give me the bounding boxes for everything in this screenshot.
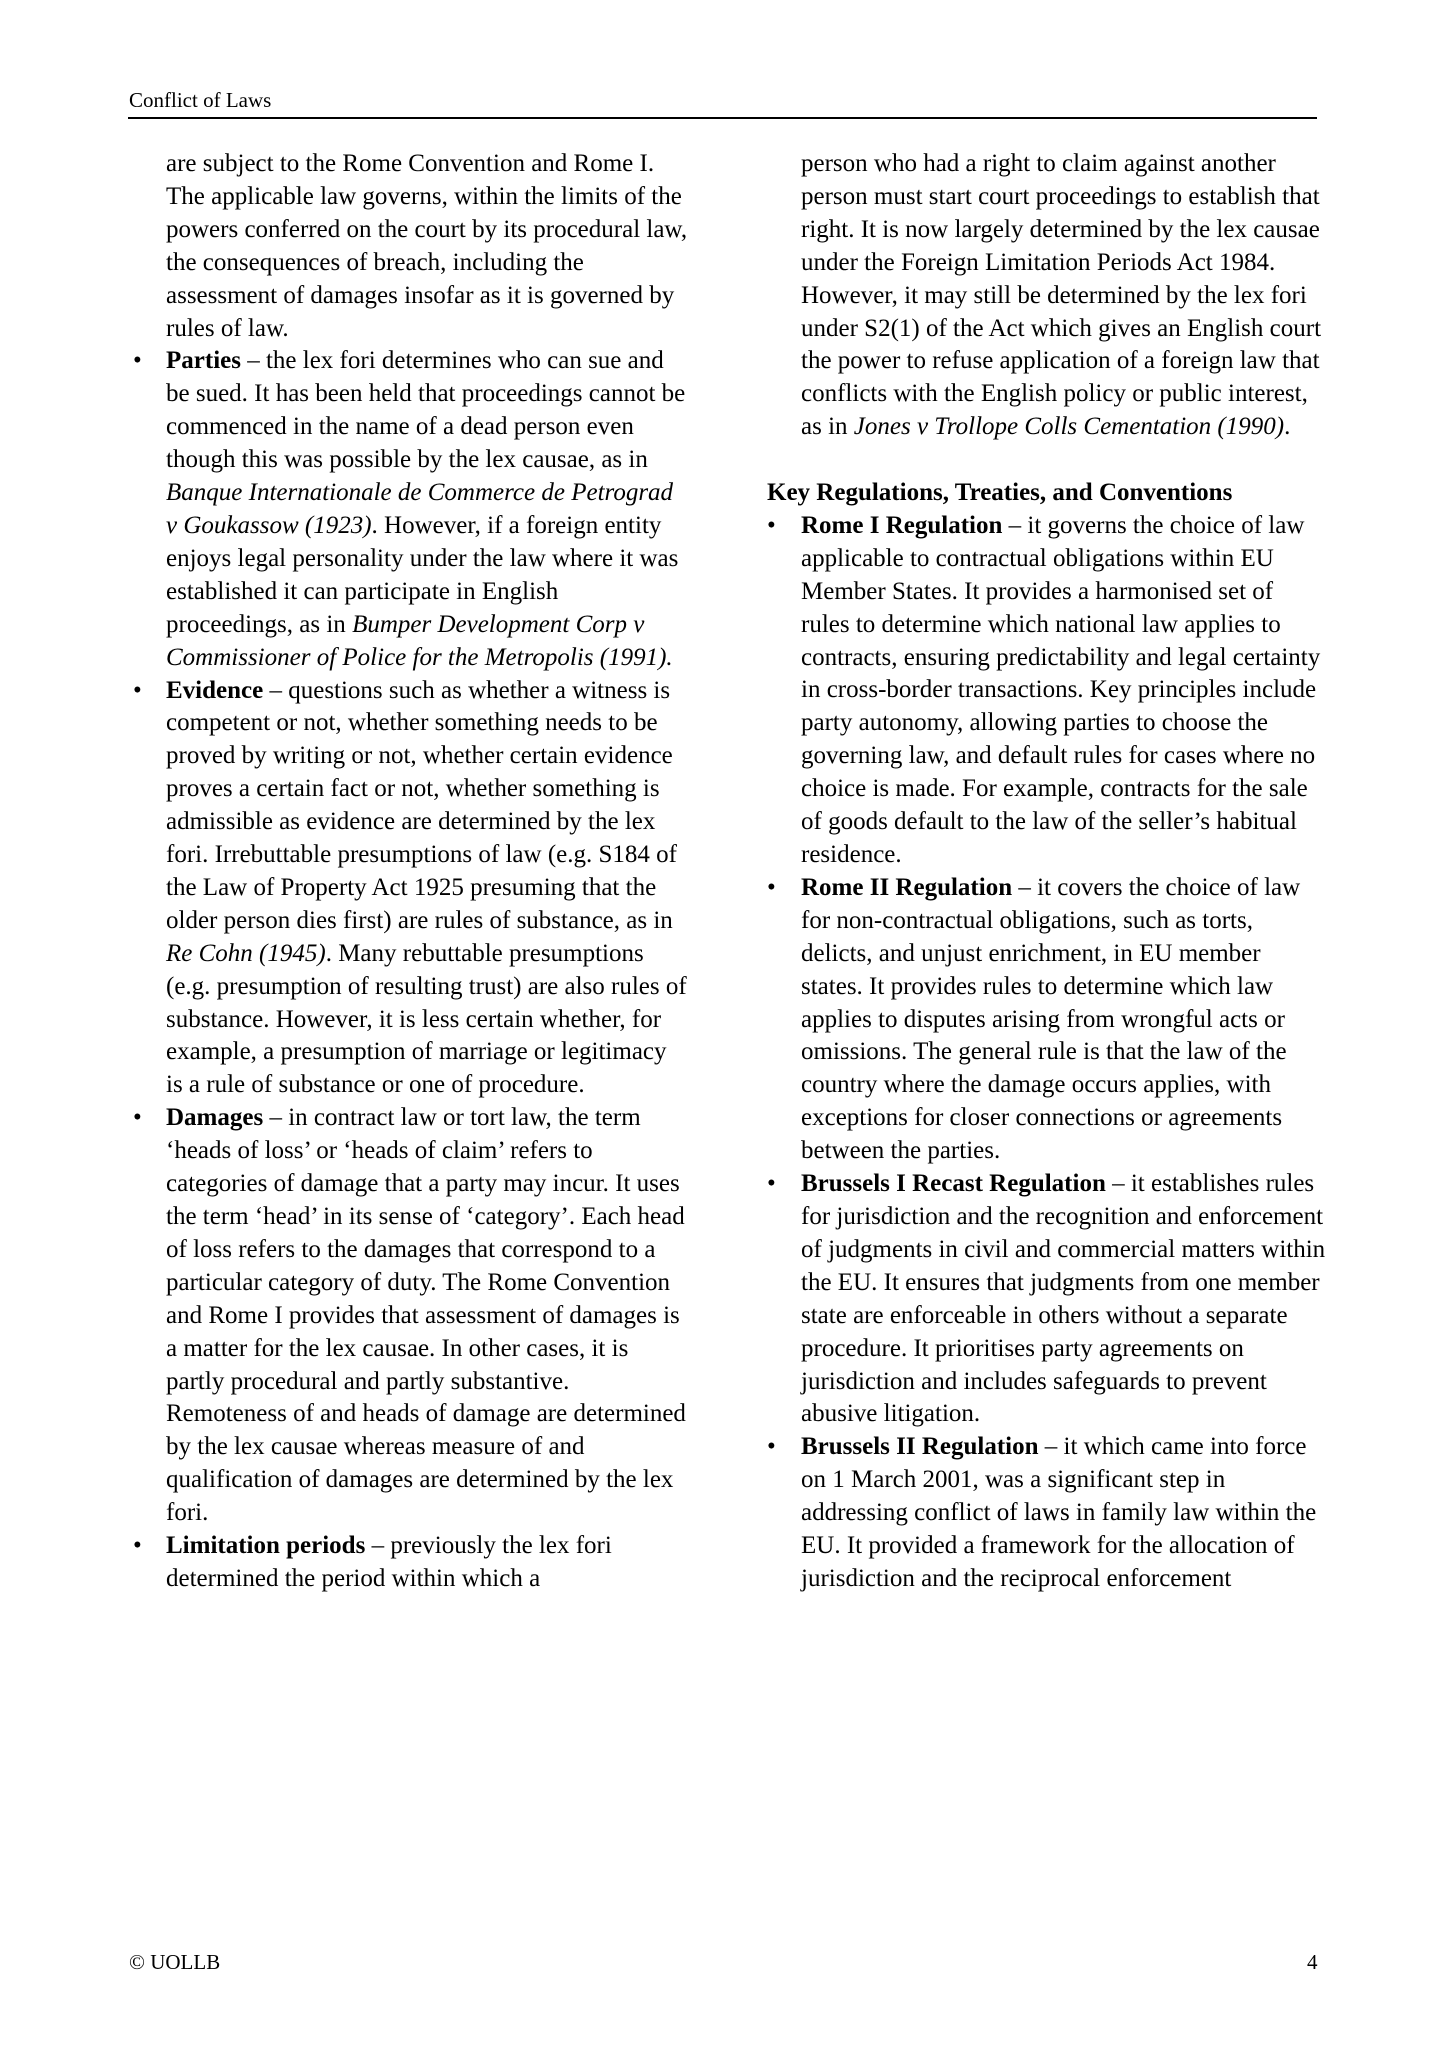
bullet-icon: • (133, 347, 142, 375)
left-column (128, 148, 688, 1596)
right-column (767, 148, 1327, 1596)
copyright-text: © UOLLB (129, 1950, 221, 1974)
term: Rome I Regulation (801, 511, 1003, 539)
term: Rome II Regulation (801, 873, 1013, 901)
term: Damages (166, 1104, 264, 1132)
list-item-brussels-ii: • Brussels II Regulation – it which came into force on 1 March 2001, was a significant step in addressing conflict of laws in family law within the EU. It provided a framework for the allocation of jurisdiction and the reciprocal enforcement (767, 1433, 1317, 1592)
list-item-damages: • Damages – in contract law or tort law, the term ‘heads of loss’ or ‘heads of claim’ refers to categories of damage that a party may incur. It uses the term ‘head’ in its sense of ‘category’. Each head of loss refers to the damages that correspond to a particular category of duty. The Rome Convention and Rome I provides that assessment of damages is a matter for the lex causae. In other cases, it is partly procedural and partly substantive. Remoteness of and heads of damage are determined by the lex causae whereas measure of and qualification of damages are determined by the lex fori. (133, 1104, 686, 1527)
bullet-icon: • (767, 511, 776, 539)
left-bullet-list (128, 345, 688, 1595)
intro-paragraph: are subject to the Rome Convention and Rome I. The applicable law governs, within the limits of the powers conferred on the court by its procedural law, the consequences of breach, including the assessment of damages insofar as it is governed by rules of law. (166, 150, 688, 342)
case-citation: Bumper Development Corp v Commissioner of Police for the Metropolis (1991). (166, 610, 673, 671)
case-citation: Banque Internationale de Commerce de Petrograd v Goukassow (1923) (166, 479, 674, 539)
continuation-paragraph: person who had a right to claim against another person must start court proceedings to establish that right. It is now largely determined by the lex causae under the Foreign Limitation Periods Act 1984. However, it may still be determined by the lex fori under S2(1) of the Act which gives an English court the power to refuse application of a foreign law that conflicts with the English policy or public interest, as in Jones v Trollope Colls Cementation (1990). (801, 150, 1322, 441)
list-item-rome-ii: • Rome II Regulation – it covers the choice of law for non-contractual obligations, such as torts, delicts, and unjust enrichment, in EU member states. It provides rules to determine which law applies to disputes arising from wrongful acts or omissions. The general rule is that the law of the country where the damage occurs applies, with exceptions for closer connections or agreements between the parties. (767, 873, 1301, 1165)
right-bullet-list (767, 510, 1327, 1596)
bullet-icon: • (767, 873, 776, 901)
header-rule (128, 117, 1317, 119)
term: Evidence (166, 676, 264, 704)
case-citation: Re Cohn (1945) (166, 939, 326, 967)
case-citation: Jones v Trollope Colls Cementation (1990) (853, 413, 1285, 441)
bullet-icon: • (767, 1433, 776, 1461)
term: Brussels I Recast Regulation (801, 1170, 1106, 1198)
bullet-icon: • (133, 676, 142, 704)
term: Brussels II Regulation (801, 1433, 1039, 1461)
list-item-limitation-periods: • Limitation periods – previously the lex fori determined the period within which a (133, 1532, 612, 1592)
section-heading: Key Regulations, Treaties, and Conventions (767, 479, 1233, 507)
header-title: Conflict of Laws (129, 88, 272, 112)
term: Parties (166, 347, 241, 375)
bullet-icon: • (133, 1104, 142, 1132)
list-item-parties: • Parties – the lex fori determines who can sue and be sued. It has been held that proceedings cannot be commenced in the name of a dead person even though this was possible by the lex causae, as in Banque Internationale de Commerce de Petrograd v Goukassow (1923). However, if a foreign entity enjoys legal personality under the law where it was established it can participate in English proceedings, as in Bumper Development Corp v Commissioner of Police for the Metropolis (1991). (133, 347, 686, 671)
bullet-icon: • (767, 1170, 776, 1198)
bullet-icon: • (133, 1532, 142, 1560)
page-number: 4 (1307, 1950, 1318, 1974)
list-item-brussels-i-recast: • Brussels I Recast Regulation – it establishes rules for jurisdiction and the recognition and enforcement of judgments in civil and commercial matters within the EU. It ensures that judgments from one member state are enforceable in others without a separate procedure. It prioritises party agreements on jurisdiction and includes safeguards to prevent abusive litigation. (767, 1170, 1326, 1428)
list-item-evidence: • Evidence – questions such as whether a witness is competent or not, whether something needs to be proved by writing or not, whether certain evidence proves a certain fact or not, whether something is admissible as evidence are determined by the lex fori. Irrebuttable presumptions of law (e.g. S184 of the Law of Property Act 1925 presuming that the older person dies first) are rules of substance, as in Re Cohn (1945). Many rebuttable presumptions (e.g. presumption of resulting trust) are also rules of substance. However, it is less certain whether, for example, a presumption of marriage or legitimacy is a rule of substance or one of procedure. (133, 676, 687, 1099)
term: Limitation periods (166, 1532, 366, 1560)
list-item-rome-i: • Rome I Regulation – it governs the choice of law applicable to contractual obligations within EU Member States. It provides a harmonised set of rules to determine which national law applies to contracts, ensuring predictability and legal certainty in cross-border transactions. Key principles include party autonomy, allowing parties to choose the governing law, and default rules for cases where no choice is made. For example, contracts for the sale of goods default to the law of the seller’s habitual residence. (767, 511, 1321, 869)
